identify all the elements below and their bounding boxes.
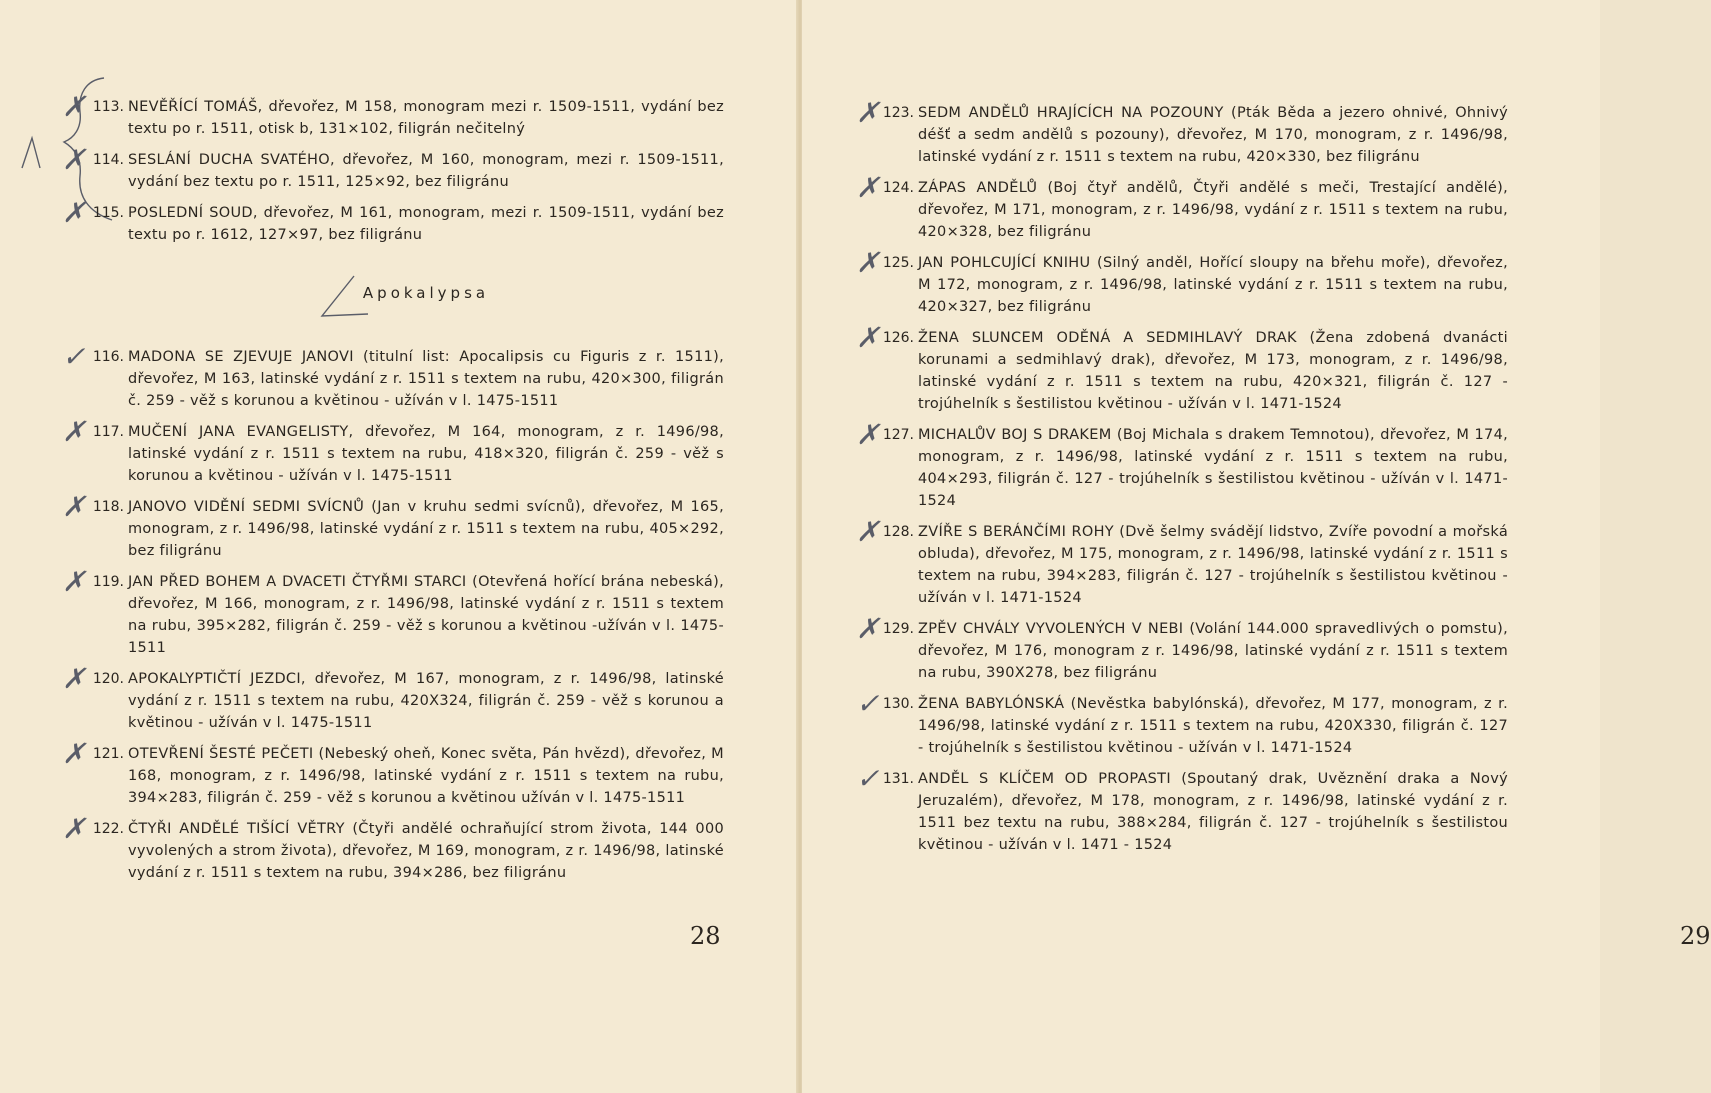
entry-number: 114.: [92, 152, 124, 168]
section-heading: [128, 274, 724, 316]
catalog-entry: [856, 96, 1508, 168]
catalog-entry: [856, 687, 1508, 759]
entry-number: 131.: [882, 771, 914, 787]
entry-text: ANDĚL S KLÍČEM OD PROPASTI (Spoutaný drak, Uvěznění draka a Nový Jeruzalém), dřevořez, M 178, monogram, z r. 1496/98, latinské vydání z r. 1511 bez textu na rubu, 388×284, filigrán č. 127 - trojúhelník s šestilistou květinou - užíván v l. 1471 - 1524: [918, 771, 1508, 853]
section-title: Apokalypsa: [362, 284, 490, 302]
catalog-entry: [856, 321, 1508, 415]
entry-number: 121.: [92, 746, 124, 762]
entry-number: 119.: [92, 574, 124, 590]
entry-number: 126.: [882, 330, 914, 346]
pencil-check-mark: ✗: [856, 418, 880, 451]
entry-number: 129.: [882, 621, 914, 637]
page-number: 28: [690, 922, 721, 950]
entry-number: 128.: [882, 524, 914, 540]
pencil-check-mark: ✗: [856, 515, 880, 548]
catalog-entry: [856, 171, 1508, 243]
entry-text: SEDM ANDĚLŮ HRAJÍCÍCH NA POZOUNY (Pták Běda a jezero ohnivé, Ohnivý déšť a sedm andělů s pozouny), dřevořez, M 170, monogram, z r. 1496/98, latinské vydání z r. 1511 s textem na rubu, 420×330, bez filigránu: [918, 105, 1508, 165]
entry-text: ŽENA SLUNCEM ODĚNÁ A SEDMIHLAVÝ DRAK (Žena zdobená dvanácti korunami a sedmihlavý drak), dřevořez, M 173, monogram, z r. 1496/98, latinské vydání z r. 1511 s textem na rubu, 420×321, filigrán č. 127 - trojúhelník s šestilistou květinou - užíván v l. 1471-1524: [918, 330, 1508, 412]
catalog-entry: [856, 418, 1508, 512]
entry-number: 120.: [92, 671, 124, 687]
entry-text: MADONA SE ZJEVUJE JANOVI (titulní list: Apocalipsis cu Figuris z r. 1511), dřevořez, M 163, latinské vydání z r. 1511 s textem na rubu, 420×300, filigrán č. 259 - věž s korunou a květinou - užíván v l. 1475-1511: [128, 349, 724, 409]
entry-number: 113.: [92, 99, 124, 115]
entry-number: 124.: [882, 180, 914, 196]
catalog-entry: [62, 565, 724, 659]
catalog-entry: [62, 415, 724, 487]
pencil-check-mark: ✗: [62, 415, 86, 448]
entry-text: ČTYŘI ANDĚLÉ TIŠÍCÍ VĚTRY (Čtyři andělé ochraňující strom života, 144 000 vyvolených a strom života), dřevořez, M 169, monogram, z r. 1496/98, latinské vydání z r. 1511 s textem na rubu, 394×286, bez filigránu: [128, 821, 724, 881]
entry-number: 123.: [882, 105, 914, 121]
left-column: [62, 90, 724, 893]
catalog-entry: [856, 762, 1508, 856]
entry-number: 127.: [882, 427, 914, 443]
pencil-check-mark: ✗: [62, 812, 86, 845]
entry-number: 122.: [92, 821, 124, 837]
catalog-entry: [62, 90, 724, 140]
left-page: [0, 0, 798, 1093]
catalog-entry: [856, 515, 1508, 609]
entry-number: 115.: [92, 205, 124, 221]
entry-text: OTEVŘENÍ ŠESTÉ PEČETI (Nebeský oheň, Konec světa, Pán hvězd), dřevořez, M 168, monogram, z r. 1496/98, latinské vydání z r. 1511 s textem na rubu, 394×283, filigrán č. 259 - věž s korunou a květinou užíván v l. 1475-1511: [128, 746, 724, 806]
pencil-check-mark: ✗: [62, 565, 86, 598]
entry-number: 118.: [92, 499, 124, 515]
entry-text: ZPĚV CHVÁLY VYVOLENÝCH V NEBI (Volání 144.000 spravedlivých o pomstu), dřevořez, M 176, monogram z r. 1496/98, latinské vydání z r. 1511 s textem na rubu, 390X278, bez filigránu: [918, 621, 1508, 681]
entry-number: 116.: [92, 349, 124, 365]
catalog-entry: [856, 246, 1508, 318]
pencil-check-mark: ✗: [62, 90, 86, 123]
entry-text: JAN POHLCUJÍCÍ KNIHU (Silný anděl, Hořící sloupy na břehu moře), dřevořez, M 172, monogram, z r. 1496/98, latinské vydání z r. 1511 s textem na rubu, 420×327, bez filigránu: [918, 255, 1508, 315]
catalog-entry: [62, 737, 724, 809]
page-number: 29: [1680, 922, 1711, 950]
entry-text: MICHALŮV BOJ S DRAKEM (Boj Michala s drakem Temnotou), dřevořez, M 174, monogram, z r. 1496/98, latinské vydání z r. 1511 s textem na rubu, 404×293, filigrán č. 127 - trojúhelník s šestilistou květinou - užíván v l. 1471-1524: [918, 427, 1508, 509]
pencil-check-mark: ✗: [62, 490, 86, 523]
pencil-check-mark: ✗: [62, 662, 86, 695]
pencil-check-mark: ✗: [62, 143, 86, 176]
entry-text: SESLÁNÍ DUCHA SVATÉHO, dřevořez, M 160, monogram, mezi r. 1509-1511, vydání bez textu po r. 1511, 125×92, bez filigránu: [128, 152, 724, 190]
entry-text: ŽENA BABYLÓNSKÁ (Nevěstka babylónská), dřevořez, M 177, monogram, z r. 1496/98, latinské vydání z r. 1511 s textem na rubu, 420X330, filigrán č. 127 - trojúhelník s šestilistou květinou - užíván v l. 1471-1524: [918, 696, 1508, 756]
catalog-entry: [62, 340, 724, 412]
pencil-check-mark: ✓: [856, 687, 880, 720]
pencil-check-mark: ✓: [856, 762, 880, 795]
pencil-check-mark: ✗: [856, 612, 880, 645]
entry-number: 125.: [882, 255, 914, 271]
pencil-check-mark: ✗: [62, 196, 86, 229]
entry-text: JANOVO VIDĚNÍ SEDMI SVÍCNŮ (Jan v kruhu sedmi svícnů), dřevořez, M 165, monogram, z r. 1496/98, latinské vydání z r. 1511 s textem na rubu, 405×292, bez filigránu: [128, 499, 724, 559]
pencil-check-mark: ✗: [856, 171, 880, 204]
pencil-stroke-annotation: [314, 274, 374, 322]
entry-text: POSLEDNÍ SOUD, dřevořez, M 161, monogram, mezi r. 1509-1511, vydání bez textu po r. 1612, 127×97, bez filigránu: [128, 205, 724, 243]
catalog-entry: [62, 143, 724, 193]
catalog-entry: [856, 612, 1508, 684]
pencil-check-mark: ✗: [856, 96, 880, 129]
entry-text: MUČENÍ JANA EVANGELISTY, dřevořez, M 164, monogram, z r. 1496/98, latinské vydání z r. 1511 s textem na rubu, 418×320, filigrán č. 259 - věž s korunou a květinou - užíván v l. 1475-1511: [128, 424, 724, 484]
pencil-check-mark: ✓: [62, 340, 86, 373]
pencil-check-mark: ✗: [856, 321, 880, 354]
entry-number: 117.: [92, 424, 124, 440]
entry-text: APOKALYPTIČTÍ JEZDCI, dřevořez, M 167, monogram, z r. 1496/98, latinské vydání z r. 1511 s textem na rubu, 420X324, filigrán č. 259 - věž s korunou a květinou - užíván v l. 1475-1511: [128, 671, 724, 731]
entry-text: NEVĚŘÍCÍ TOMÁŠ, dřevořez, M 158, monogram mezi r. 1509-1511, vydání bez textu po r. 1511, otisk b, 131×102, filigrán nečitelný: [128, 99, 724, 137]
right-column: [856, 96, 1508, 865]
catalog-entry: [62, 662, 724, 734]
entry-text: JAN PŘED BOHEM A DVACETI ČTYŘMI STARCI (Otevřená hořící brána nebeská), dřevořez, M 166, monogram, z r. 1496/98, latinské vydání z r. 1511 s textem na rubu, 395×282, filigrán č. 259 - věž s korunou a květinou -užíván v l. 1475-1511: [128, 574, 724, 656]
catalog-entry: [62, 812, 724, 884]
pencil-check-mark: ✗: [62, 737, 86, 770]
entry-number: 130.: [882, 696, 914, 712]
pencil-check-mark: ✗: [856, 246, 880, 279]
entry-text: ZÁPAS ANDĚLŮ (Boj čtyř andělů, Čtyři andělé s meči, Trestající andělé), dřevořez, M 171, monogram, z r. 1496/98, vydání z r. 1511 s textem na rubu, 420×328, bez filigránu: [918, 180, 1508, 240]
catalog-entry: [62, 490, 724, 562]
catalog-entry: [62, 196, 724, 246]
entry-text: ZVÍŘE S BERÁNČÍMI ROHY (Dvě šelmy svádějí lidstvo, Zvíře povodní a mořská obluda), dřevořez, M 175, monogram, z r. 1496/98, latinské vydání z r. 1511 s textem na rubu, 394×283, filigrán č. 127 - trojúhelník s šestilistou květinou - užíván v l. 1471-1524: [918, 524, 1508, 606]
